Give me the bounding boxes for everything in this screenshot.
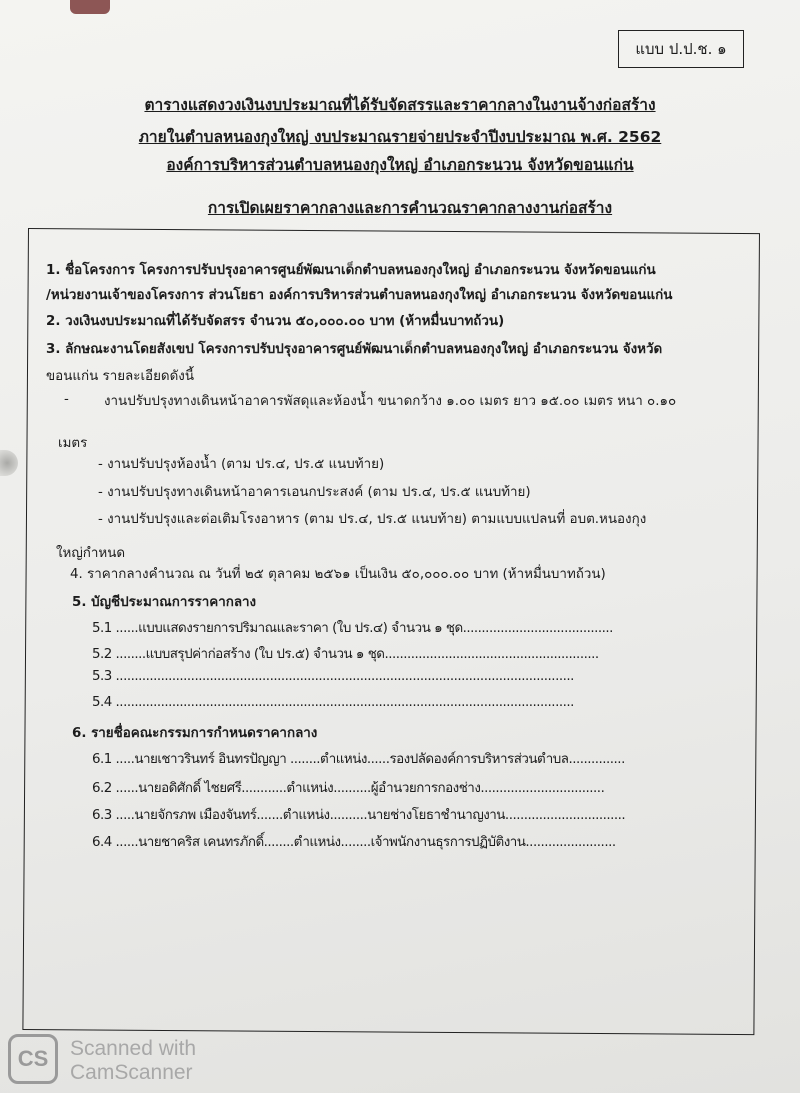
camscanner-line-2: CamScanner <box>70 1061 193 1084</box>
document-title-line-2: ภายในตำบลหนองกุงใหญ่ งบประมาณรายจ่ายประจำปีงบประมาณ พ.ศ. 2562 <box>138 128 662 146</box>
estimate-list-heading: 5. บัญชีประมาณการราคากลาง <box>72 595 257 610</box>
camscanner-line-1: Scanned with <box>70 1037 197 1060</box>
corner-stain <box>70 0 110 14</box>
punch-hole <box>0 450 18 476</box>
work-summary-cont: ขอนแก่น รายละเอียดดังนี้ <box>46 369 195 384</box>
bullet-dash: - <box>64 392 69 407</box>
estimate-item-5-1: 5.1 ......แบบแสดงรายการปริมาณและราคา (ใบ ปร.๔) จำนวน ๑ ชุด........................................ <box>92 621 613 636</box>
document-subtitle: การเปิดเผยราคากลางและการคำนวณราคากลางงานก่อสร้าง <box>207 199 613 217</box>
document-title-line-3: องค์การบริหารส่วนตำบลหนองกุงใหญ่ อำเภอกระนวน จังหวัดขอนแก่น <box>166 156 634 174</box>
camscanner-logo: CS <box>8 1034 58 1084</box>
committee-heading: 6. รายชื่อคณะกรรมการกำหนดราคากลาง <box>72 726 318 741</box>
committee-member-6-3: 6.3 .....นายจักรภพ เมืองจันทร์.......ตำแหน่ง..........นายช่างโยธาชำนาญงาน................................ <box>92 808 626 823</box>
work-item-canteen-cont: ใหญ่กำหนด <box>56 546 126 561</box>
estimate-item-5-3: 5.3 .......................................................................................................................... <box>92 669 574 684</box>
project-name: 1. ชื่อโครงการ โครงการปรับปรุงอาคารศูนย์พัฒนาเด็กตำบลหนองกุงใหญ่ อำเภอกระนวน จังหวัดขอนแก่น <box>46 263 656 278</box>
work-summary: 3. ลักษณะงานโดยสังเขป โครงการปรับปรุงอาคารศูนย์พัฒนาเด็กตำบลหนองกุงใหญ่ อำเภอกระนวน จังหวัด <box>46 342 663 357</box>
document-title-line-1: ตารางแสดงวงเงินงบประมาณที่ได้รับจัดสรรและราคากลางในงานจ้างก่อสร้าง <box>144 96 656 114</box>
work-item-canteen: - งานปรับปรุงและต่อเติมโรงอาหาร (ตาม ปร.๔, ปร.๕ แนบท้าย) ตามแบบแปลนที่ อบต.หนองกุง <box>98 512 647 527</box>
committee-member-6-1: 6.1 .....นายเชาวรินทร์ อินทรปัญญา ........ตำแหน่ง......รองปลัดองค์การบริหารส่วนตำบล............... <box>92 752 625 767</box>
camscanner-watermark <box>70 1037 196 1085</box>
estimate-item-5-2: 5.2 ........แบบสรุปค่าก่อสร้าง (ใบ ปร.๕) จำนวน ๑ ชุด......................................................... <box>92 647 599 662</box>
work-item-hall-walkway: - งานปรับปรุงทางเดินหน้าอาคารเอนกประสงค์ (ตาม ปร.๔, ปร.๕ แนบท้าย) <box>98 485 531 500</box>
work-item-bathroom: - งานปรับปรุงห้องน้ำ (ตาม ปร.๔, ปร.๕ แนบท้าย) <box>98 457 385 472</box>
work-item-walkway: งานปรับปรุงทางเดินหน้าอาคารพัสดุและห้องน้ำ ขนาดกว้าง ๑.๐๐ เมตร ยาว ๑๕.๐๐ เมตร หนา ๐.๑๐ <box>104 394 677 409</box>
project-owner: /หน่วยงานเจ้าของโครงการ ส่วนโยธา องค์การบริหารส่วนตำบลหนองกุงใหญ่ อำเภอกระนวน จังหวัดขอนแก่น <box>46 288 673 303</box>
work-item-walkway-cont: เมตร <box>58 436 88 451</box>
budget-amount: 2. วงเงินงบประมาณที่ได้รับจัดสรร จำนวน ๕๐,๐๐๐.๐๐ บาท (ห้าหมื่นบาทถ้วน) <box>46 314 505 329</box>
form-code-box: แบบ ป.ป.ช. ๑ <box>618 30 744 68</box>
median-price: 4. ราคากลางคำนวณ ณ วันที่ ๒๕ ตุลาคม ๒๕๖๑ เป็นเงิน ๕๐,๐๐๐.๐๐ บาท (ห้าหมื่นบาทถ้วน) <box>70 567 606 582</box>
committee-member-6-4: 6.4 ......นายชาคริส เคนทรภักดิ์........ตำแหน่ง........เจ้าพนักงานธุรการปฏิบัติงาน........................ <box>92 835 616 850</box>
estimate-item-5-4: 5.4 .......................................................................................................................... <box>92 695 574 710</box>
committee-member-6-2: 6.2 ......นายอดิศักดิ์ ไชยศรี............ตำแหน่ง..........ผู้อำนวยการกองช่าง................................. <box>92 781 605 796</box>
